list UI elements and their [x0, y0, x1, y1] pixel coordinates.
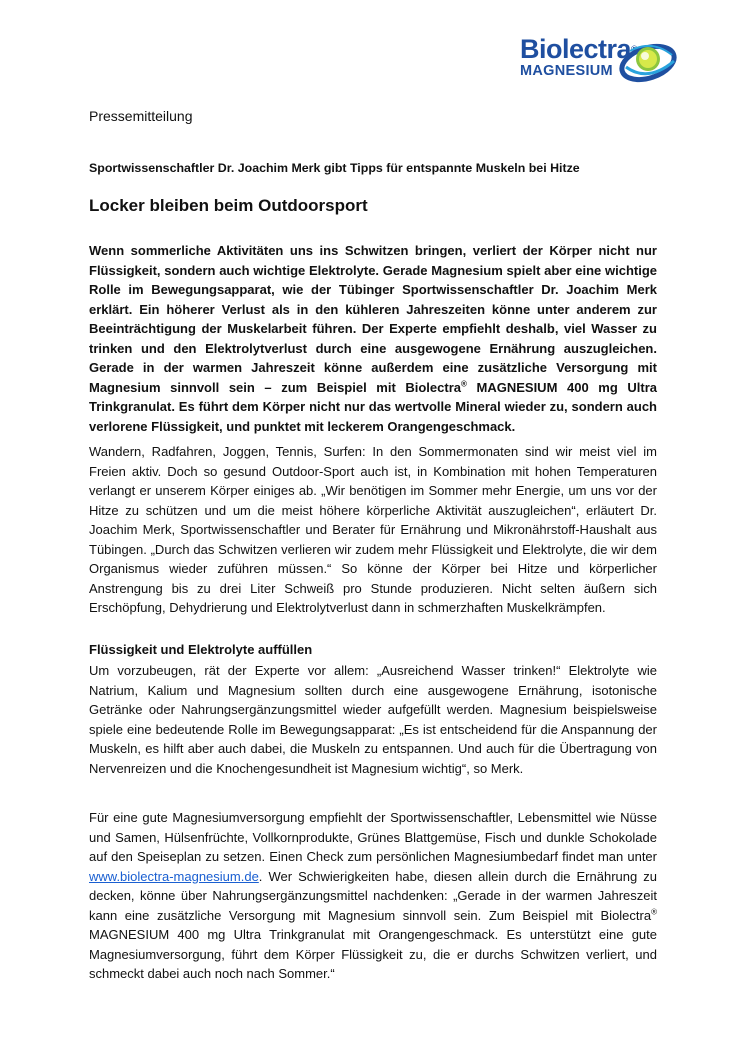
body-paragraph-2: Um vorzubeugen, rät der Experte vor allem: „Ausreichend Wasser trinken!“ Elektrolyte wie Natrium, Kalium und Magnesium sollten durch eine ausgewogene Ernährung, isotonische Getränke oder Nahrungsergänzungsmittel wieder aufgefüllt werden. Magnesium beispielsweise spiele eine bedeutende Rolle im Bewegungsapparat: „Es ist entscheidend für die Anspannung der Muskeln, es hilft aber auch dabei, die Muskeln zu entspannen. Und auch für die Übertragung von Nervenreizen und die Knochengesundheit ist Magnesium wichtig“, so Merk.: [89, 663, 657, 776]
brand-logo: [520, 22, 690, 92]
document-subhead: Sportwissenschaftler Dr. Joachim Merk gibt Tipps für entspannte Muskeln bei Hitze: [89, 161, 580, 175]
document-label: Pressemitteilung: [89, 108, 193, 124]
website-link[interactable]: www.biolectra-magnesium.de: [89, 868, 259, 884]
lead-paragraph: Wenn sommerliche Aktivitäten uns ins Schwitzen bringen, verliert der Körper nicht nur Flüssigkeit, sondern auch wichtige Elektrolyte. Gerade Magnesium spielt aber eine wichtige Rolle im Bewegungsapparat, wie der Tübinger Sportwissenschaftler Dr. Joachim Merk erklärt. Ein höherer Verlust als in den kühleren Jahreszeiten könne unter anderem zur Beeinträchtigung der Muskelarbeit führen. Der Experte empfiehlt deshalb, viel Wasser zu trinken und den Elektrolytverlust durch eine ausgewogene Ernährung auszugleichen. Gerade in der warmen Jahreszeit könne außerdem eine zusätzliche Versorgung mit Magnesium sinnvoll sein – zum Beispiel mit Biolectra® MAGNESIUM 400 mg Ultra Trinkgranulat. Es führt dem Körper nicht nur das wertvolle Mineral wieder zu, sondern auch verlorene Flüssigkeit, und punktet mit leckerem Orangengeschmack.: [89, 243, 657, 434]
body-paragraph-1: Wandern, Radfahren, Joggen, Tennis, Surfen: In den Sommermonaten sind wir meist viel im Freien aktiv. Doch so gesund Outdoor-Sport auch ist, in Kombination mit hohen Temperaturen verlangt er unserem Körper einiges ab. „Wir benötigen im Sommer mehr Energie, um uns vor der Hitze zu schützen und um die meist höhere körperliche Aktivität auszugleichen“, erläutert Dr. Joachim Merk, Sportwissenschaftler und Berater für Ernährung und Mikronährstoff-Haushalt aus Tübingen. „Durch das Schwitzen verlieren wir zudem mehr Flüssigkeit und Elektrolyte, die wir dem Organismus wieder zuführen müssen.“ So könne der Körper bei Hitze und körperlicher Anstrengung bis zu drei Liter Schweiß pro Stunde produzieren. Nicht selten äußern sich Erschöpfung, Dehydrierung und Elektrolytverlust dann in schmerzhaften Muskelkrämpfen.: [89, 444, 657, 615]
logo-brand: Biolectra®: [520, 34, 638, 64]
body-paragraph-3: Für eine gute Magnesiumversorgung empfiehlt der Sportwissenschaftler, Lebensmittel wie Nüsse und Samen, Hülsenfrüchte, Vollkornprodukte, Grünes Blattgemüse, Fisch und dunkle Schokolade auf den Speiseplan zu setzen. Einen Check zum persönlichen Magnesiumbedarf findet man unter www.biolectra-magnesium.de. Wer Schwierigkeiten habe, diesen allein durch die Ernährung zu decken, könne über Nahrungsergänzungsmittel nachdenken: „Gerade in der warmen Jahreszeit kann eine zusätzliche Versorgung mit Magnesium sinnvoll sein. Zum Beispiel mit Biolectra® MAGNESIUM 400 mg Ultra Trinkgranulat mit Orangengeschmack. Es unterstützt eine gute Magnesiumversorgung, führt dem Körper Flüssigkeit zu, die er durchs Schwitzen verliert, und schmeckt dabei auch noch nach Sommer.“: [89, 810, 657, 981]
section-heading: Flüssigkeit und Elektrolyte auffüllen: [89, 642, 313, 657]
logo-swirl-icon: [618, 37, 682, 85]
logo-sub: MAGNESIUM: [520, 63, 613, 79]
document-title: Locker bleiben beim Outdoorsport: [89, 196, 368, 215]
